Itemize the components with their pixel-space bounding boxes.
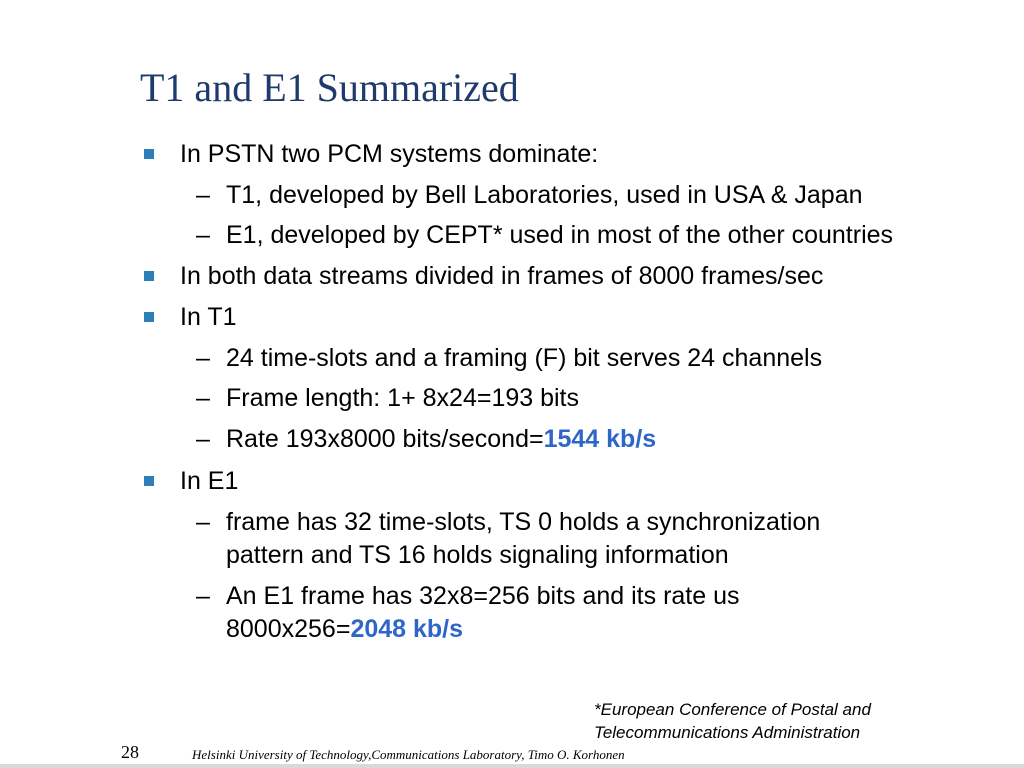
- sub-bullet-text: Rate 193x8000 bits/second=: [226, 425, 544, 453]
- footer-text: Helsinki University of Technology,Communications Laboratory, Timo O. Korhonen: [192, 747, 625, 762]
- sub-bullet-continuation: pattern and TS 16 holds signaling information: [226, 541, 729, 569]
- dash-icon: –: [196, 384, 210, 412]
- dash-icon: –: [196, 582, 210, 610]
- page-number: 28: [121, 742, 139, 762]
- sub-bullet-item: 24 time-slots and a framing (F) bit serves 24 channels: [226, 344, 823, 372]
- sub-bullet-item: [226, 422, 656, 456]
- footnote-line: *European Conference of Postal and: [594, 700, 871, 719]
- dash-icon: –: [196, 425, 210, 453]
- square-bullet-icon: [144, 149, 154, 159]
- sub-bullet-item: T1, developed by Bell Laboratories, used in USA & Japan: [226, 181, 863, 209]
- footnote-line: Telecommunications Administration: [594, 723, 861, 742]
- slide-title: T1 and E1 Summarized: [140, 65, 519, 110]
- bullet-item: In T1: [180, 303, 237, 331]
- square-bullet-icon: [144, 476, 154, 486]
- sub-bullet-item: E1, developed by CEPT* used in most of the other countries: [226, 221, 894, 249]
- bullet-item: In E1: [180, 467, 239, 495]
- rate-highlight: 1544 kb/s: [543, 425, 657, 453]
- rate-highlight: 2048 kb/s: [350, 615, 464, 643]
- sub-bullet-item: frame has 32 time-slots, TS 0 holds a synchronization: [226, 508, 821, 536]
- bullet-item: In both data streams divided in frames of 8000 frames/sec: [180, 262, 824, 290]
- dash-icon: –: [196, 181, 210, 209]
- square-bullet-icon: [144, 271, 154, 281]
- footnote: [594, 698, 871, 744]
- dash-icon: –: [196, 344, 210, 372]
- sub-bullet-item: Frame length: 1+ 8x24=193 bits: [226, 384, 580, 412]
- dash-icon: –: [196, 221, 210, 249]
- bullet-item: In PSTN two PCM systems dominate:: [180, 140, 599, 168]
- square-bullet-icon: [144, 312, 154, 322]
- sub-bullet-text: 8000x256=: [226, 615, 351, 643]
- sub-bullet-continuation: [226, 612, 463, 646]
- dash-icon: –: [196, 508, 210, 536]
- bottom-divider: [0, 764, 1024, 768]
- sub-bullet-item: An E1 frame has 32x8=256 bits and its rate us: [226, 582, 740, 610]
